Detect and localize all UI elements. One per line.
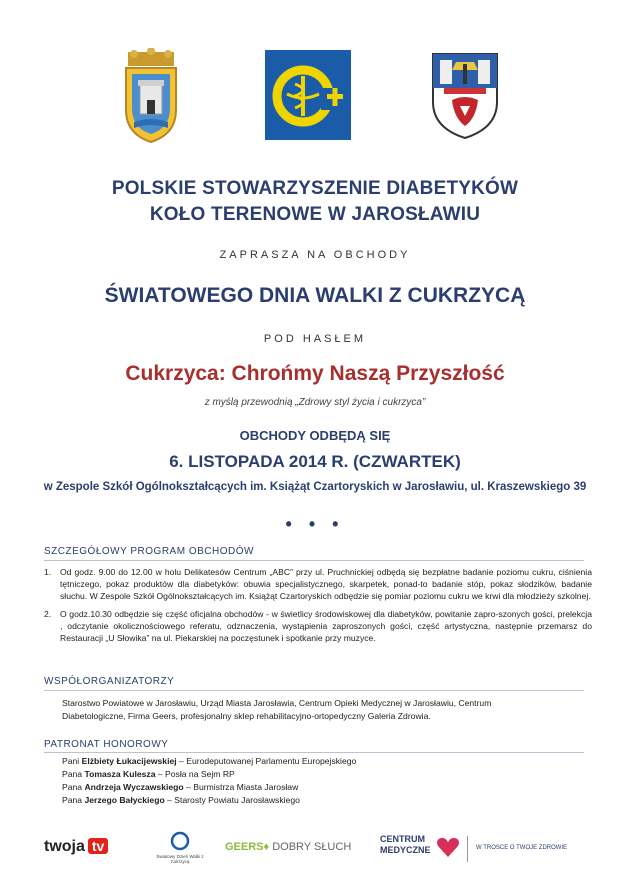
coorganizers-divider — [44, 690, 584, 691]
patronage-prefix: Pana — [62, 782, 85, 792]
header-logos — [0, 48, 630, 148]
theme-text: z myślą przewodnią „Zdrowy styl życia i cukrzyca” — [204, 397, 426, 408]
tv-badge: tv — [88, 838, 108, 854]
program-title: SZCZEGÓŁOWY PROGRAM OBCHODÓW — [44, 546, 254, 557]
held-label: OBCHODY ODBĘDĄ SIĘ — [239, 428, 391, 443]
logo-divider — [467, 836, 468, 862]
program-item-number: 2. — [44, 608, 52, 619]
event-title: ŚWIATOWEGO DNIA WALKI Z CUKRZYCĄ — [104, 284, 526, 307]
patronage-role: – Starosty Powiatu Jarosławskiego — [164, 795, 300, 805]
centrum-text: CENTRUM — [380, 834, 425, 844]
patronage-name: Elżbiety Łukacijewskiej — [81, 756, 177, 766]
sdd-caption: Światowy Dzień Walki z Cukrzycą — [156, 854, 204, 864]
patronage-name: Tomasza Kulesza — [84, 769, 156, 779]
org-name-line1: POLSKIE STOWARZYSZENIE DIABETYKÓW — [111, 178, 519, 199]
circle-emblem-icon — [169, 830, 191, 852]
program-divider — [44, 560, 584, 561]
patronage-name: Jerzego Bałyckiego — [84, 795, 165, 805]
patronage-entry — [62, 755, 356, 767]
under-slogan-label: POD HASŁEM — [263, 333, 367, 345]
centrum-medyczne-logo — [380, 834, 431, 856]
jaroslaw-town-arms-icon — [430, 50, 500, 140]
separator-dots: • • • — [285, 514, 345, 534]
patronage-entry — [62, 781, 298, 793]
program-item-text: O godz.10.30 odbędzie się część oficjalna obchodów - w świetlicy środowiskowej dla diabetyków, powitanie zapro-szonych gości, prelekcja , odczytanie okolicznościowego referatu, odznaczenia, wystąpienia zaproszonych gości, część artystyczna, następnie przemarsz do Restauracji „U Słowika” na ul. Piekarskiej na poczęstunek i spotkanie przy muzyce. — [60, 608, 592, 644]
coorganizers-line1: Starostwo Powiatowe w Jarosławiu, Urząd Miasta Jarosławia, Centrum Opieki Medycznej w Jarosławiu, Centrum — [62, 698, 492, 708]
patronage-role: – Posła na Sejm RP — [155, 769, 235, 779]
sponsor-footer — [0, 830, 630, 880]
heart-icon — [436, 836, 460, 858]
slogan: Cukrzyca: Chrońmy Naszą Przyszłość — [125, 362, 505, 385]
program-item — [44, 566, 592, 603]
geers-text: GEERS — [225, 841, 264, 853]
patronage-prefix: Pana — [62, 795, 85, 805]
patronage-role: – Eurodeputowanej Parlamentu Europejskiego — [176, 756, 357, 766]
program-item-text: Od godz. 9.00 do 12.00 w holu Delikatesów Centrum „ABC” przy ul. Pruchnickiej odbędą się bezpłatne badanie poziomu cukru, ciśnienia tętniczego, pokaz produktów dla diabetyków: obuwia specjalistycznego, skarpetek, ponad-to badanie stóp, pokaz słodzików, badanie słuchu. W Zespole Szkół Ogólnokształcących im. Książąt Czartoryskich odbędzie się pomiar poziomu cukru we krwi dla młodzieży szkolnej. — [60, 567, 592, 602]
event-address: w Zespole Szkół Ogólnokształcących im. Książąt Czartoryskich w Jarosławiu, ul. Kraszewskiego 39 — [43, 481, 587, 493]
invite-text: ZAPRASZA NA OBCHODY — [219, 249, 411, 261]
patronage-prefix: Pani — [62, 756, 82, 766]
twoja-text: twoja — [44, 838, 85, 855]
program-item — [44, 608, 592, 645]
jaroslaw-crest-icon — [120, 48, 182, 144]
coorganizers-title: WSPÓŁORGANIZATORZY — [44, 676, 175, 687]
patronage-title: PATRONAT HONOROWY — [44, 739, 169, 750]
twoja-tv-logo — [44, 838, 108, 856]
medyczne-text: MEDYCZNE — [380, 845, 431, 855]
patronage-entry — [62, 794, 300, 806]
patronage-divider — [44, 752, 584, 753]
diabetes-association-logo-icon — [265, 50, 351, 140]
patronage-entry — [62, 768, 235, 780]
patronage-prefix: Pana — [62, 769, 85, 779]
coorganizers-line2: Diabetologiczne, Firma Geers, profesjonalny sklep rehabilitacyjno-ortopedyczny Galeria Zdrowia. — [62, 711, 431, 721]
sdd-logo — [150, 830, 210, 864]
leaf-icon: ♦ — [263, 841, 270, 853]
geers-logo — [225, 841, 351, 853]
dobry-sluch-text: DOBRY SŁUCH — [272, 841, 352, 853]
program-item-number: 1. — [44, 567, 52, 577]
troska-text: W TROSCE O TWOJE ZDROWIE — [476, 845, 568, 851]
patronage-name: Andrzeja Wyczawskiego — [84, 782, 184, 792]
program-list — [44, 566, 592, 649]
patronage-role: – Burmistrza Miasta Jarosław — [183, 782, 299, 792]
org-name-line2: KOŁO TERENOWE W JAROSŁAWIU — [149, 204, 481, 225]
event-date: 6. LISTOPADA 2014 R. (CZWARTEK) — [169, 452, 461, 471]
